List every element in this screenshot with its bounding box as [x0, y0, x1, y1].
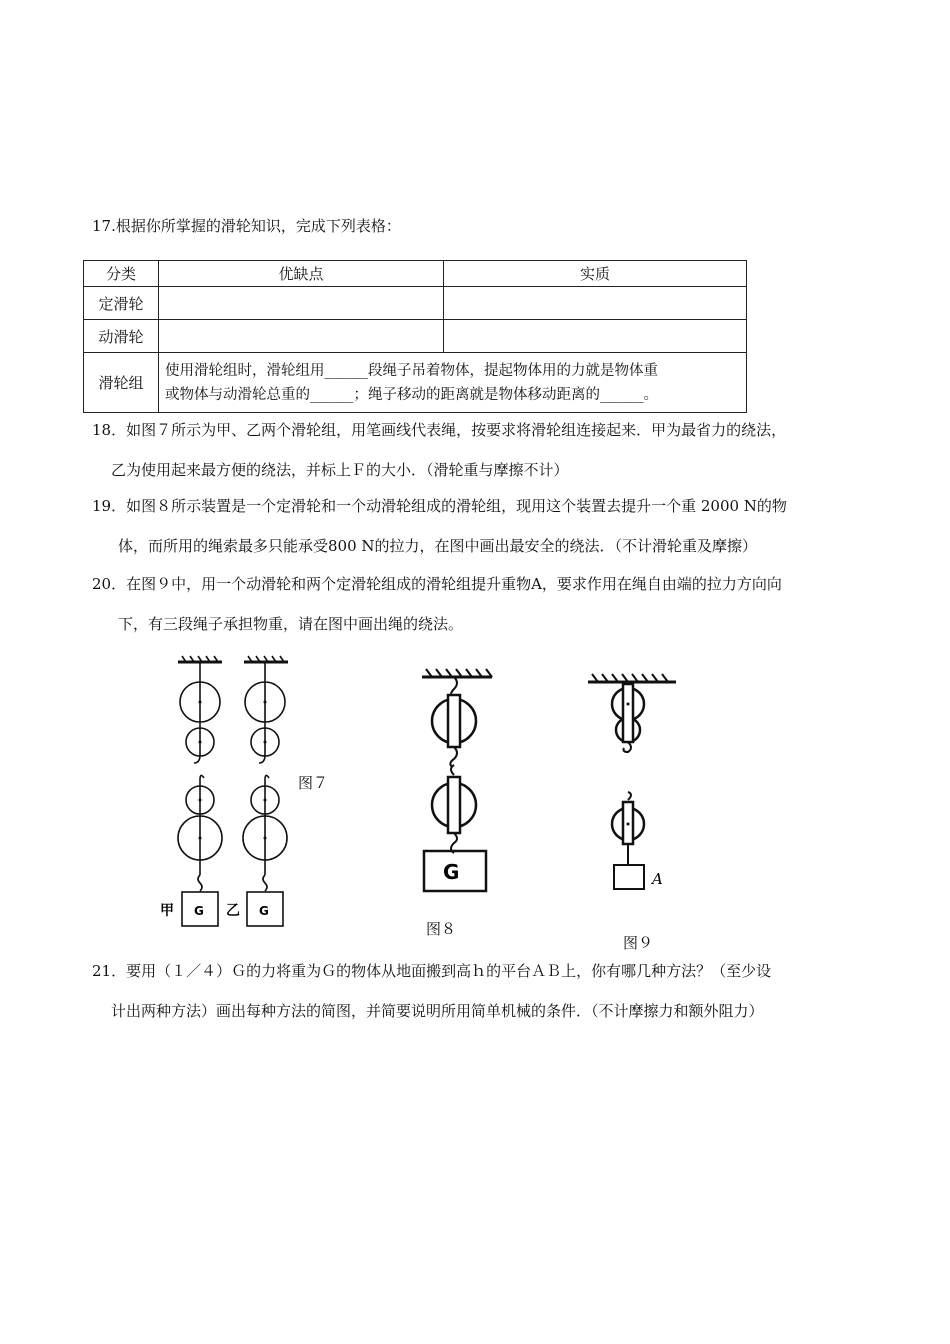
- q21-line2: 计出两种方法）画出每种方法的简图，并简要说明所用简单机械的条件．（不计摩擦力和额外阻力）: [111, 1002, 764, 1020]
- fig9-caption: 图９: [623, 934, 654, 952]
- row-fixed-pulley: 定滑轮: [84, 287, 159, 320]
- fig7-caption: 图７: [298, 774, 329, 792]
- q18-line1: 18．如图７所示为甲、乙两个滑轮组，用笔画线代表绳，按要求将滑轮组连接起来．甲为最省力的绕法，: [92, 421, 787, 439]
- figure-8: [412, 665, 502, 895]
- q17-text: 17.根据你所掌握的滑轮知识，完成下列表格：: [92, 217, 401, 235]
- pulley-group-line1: 使用滑轮组时，滑轮组用______段绳子吊着物体，提起物体用的力就是物体重: [165, 362, 658, 379]
- header-essence: 实质: [444, 261, 747, 287]
- row-pulley-group: 滑轮组: [84, 353, 159, 413]
- figure-7: [160, 650, 310, 935]
- figure-9: [580, 670, 690, 895]
- q19-line1: 19．如图８所示装置是一个定滑轮和一个动滑轮组成的滑轮组，现用这个装置去提升一个重 2000 N的物: [92, 497, 787, 515]
- fig7-label-jia: 甲: [160, 903, 174, 919]
- q19-line2: 体，而所用的绳索最多只能承受800 N的拉力，在图中画出最安全的绕法．（不计滑轮重及摩擦）: [118, 537, 758, 555]
- table-row: [84, 287, 747, 320]
- header-pros-cons: 优缺点: [159, 261, 444, 287]
- table-row: [84, 353, 747, 413]
- row-movable-pulley: 动滑轮: [84, 320, 159, 353]
- fixed-pulley-essence-cell[interactable]: [444, 287, 747, 320]
- table-row: [84, 320, 747, 353]
- q18-line2: 乙为使用起来最方便的绕法，并标上Ｆ的大小．（滑轮重与摩擦不计）: [111, 461, 569, 479]
- fig7-weight-left: G: [194, 904, 204, 918]
- fig7-weight-right: G: [259, 904, 269, 918]
- q21-line1: 21．要用（１／４）Ｇ的力将重为Ｇ的物体从地面搬到高ｈ的平台ＡＢ上，你有哪几种方法？（至少设: [92, 962, 772, 980]
- fixed-pulley-pros-cell[interactable]: [159, 287, 444, 320]
- fig7-label-yi: 乙: [226, 903, 240, 919]
- pulley-group-line2: 或物体与动滑轮总重的______；绳子移动的距离就是物体移动距离的______。: [165, 386, 658, 403]
- movable-pulley-pros-cell[interactable]: [159, 320, 444, 353]
- movable-pulley-essence-cell[interactable]: [444, 320, 747, 353]
- header-category: 分类: [84, 261, 159, 287]
- fig8-weight: G: [443, 860, 460, 884]
- fig9-load: A: [652, 870, 663, 888]
- pulley-table: [83, 260, 747, 413]
- q20-line1: 20．在图９中，用一个动滑轮和两个定滑轮组成的滑轮组提升重物A，要求作用在绳自由端的拉力方向向: [92, 575, 782, 593]
- q20-line2: 下，有三段绳子承担物重，请在图中画出绳的绕法。: [118, 615, 464, 633]
- fig8-caption: 图８: [426, 920, 457, 938]
